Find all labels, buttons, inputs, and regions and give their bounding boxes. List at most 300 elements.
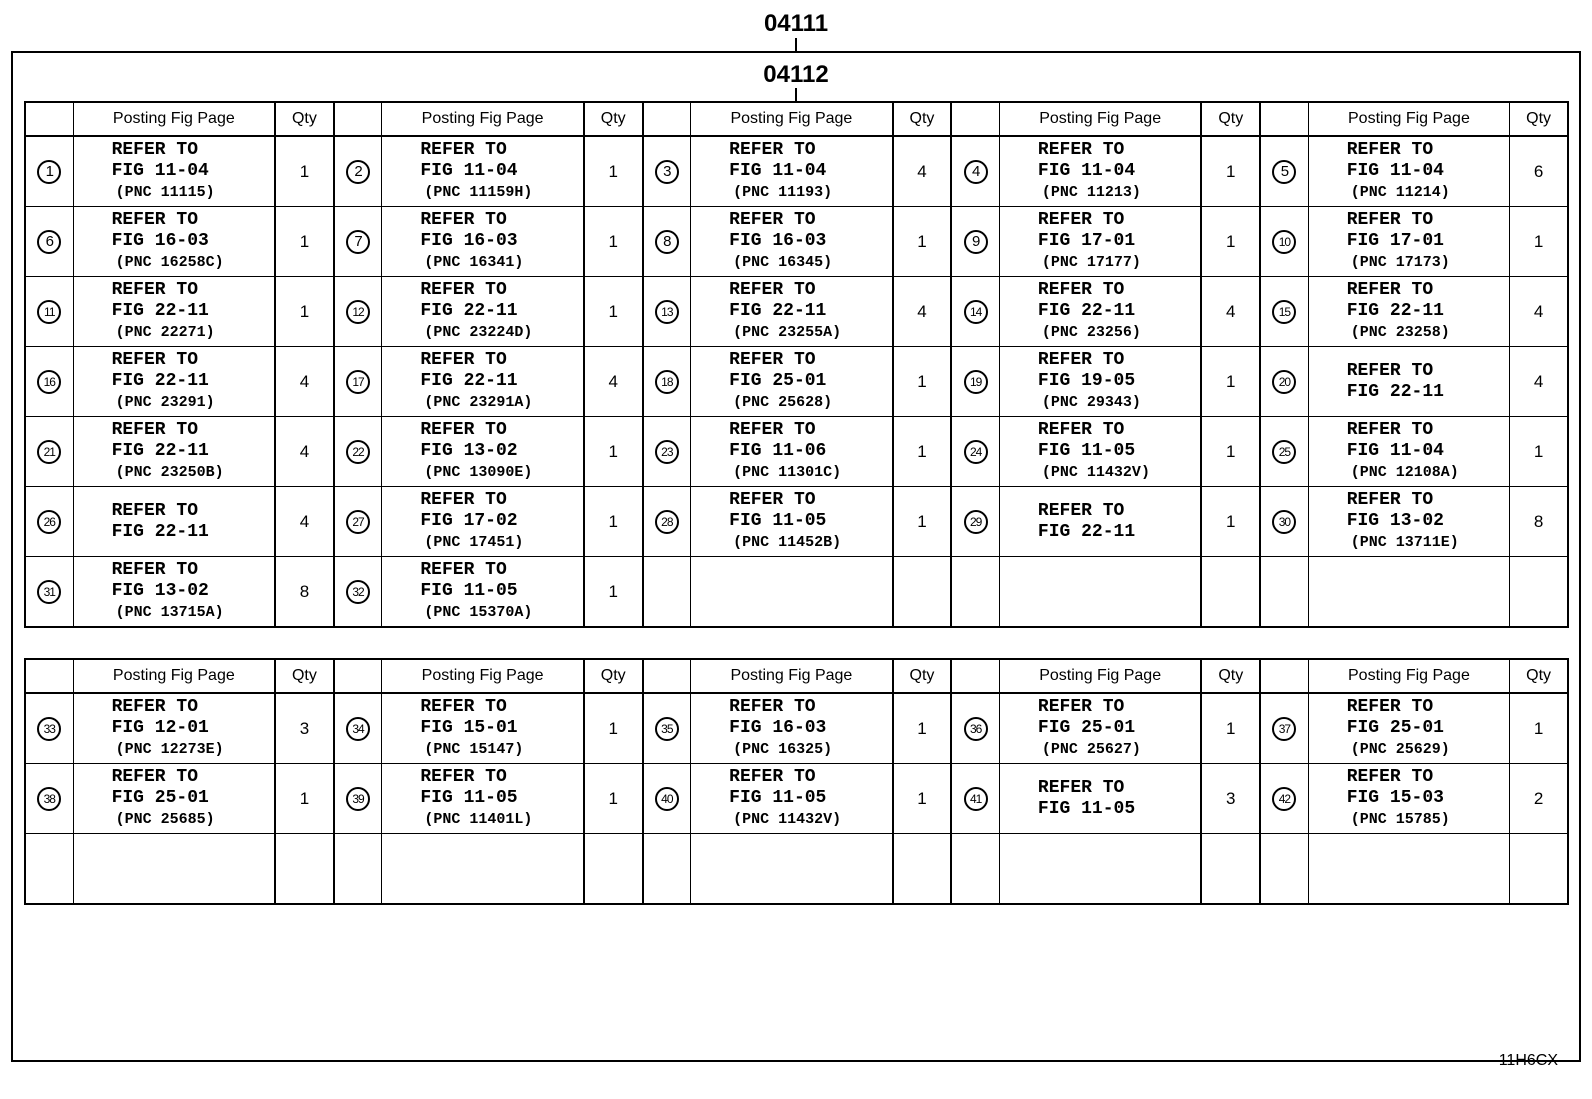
fig-page-ref: FIG 11-05 — [420, 581, 518, 601]
refer-to-label: REFER TO — [420, 697, 507, 717]
refer-to-block — [1309, 140, 1509, 203]
refer-to-label: REFER TO — [111, 350, 198, 370]
refer-to-block — [691, 490, 891, 553]
fig-page-ref: FIG 11-04 — [1346, 161, 1444, 181]
fig-page-ref: FIG 22-11 — [111, 371, 209, 391]
refer-to-block — [74, 560, 274, 623]
pnc-ref: (PNC 11432V) — [1041, 464, 1150, 481]
index-badge: 42 — [1272, 787, 1296, 811]
table-row — [25, 417, 1568, 487]
index-cell — [951, 136, 999, 207]
pnc-ref: (PNC 15147) — [424, 741, 524, 758]
index-badge: 24 — [964, 440, 988, 464]
header-posting-fig-page: Posting Fig Page — [1308, 659, 1509, 693]
fig-page-ref: FIG 25-01 — [1037, 718, 1136, 738]
fig-page-ref: FIG 16-03 — [420, 231, 518, 251]
index-badge: 41 — [964, 787, 988, 811]
pnc-ref: (PNC 23255A) — [733, 324, 842, 341]
qty-value: 1 — [1510, 693, 1568, 764]
index-badge: 36 — [964, 717, 988, 741]
index-cell — [1260, 693, 1308, 764]
qty-value: 1 — [893, 487, 952, 557]
refer-to-block — [1000, 501, 1200, 543]
pnc-ref: (PNC 11432V) — [733, 811, 842, 828]
index-cell — [643, 487, 691, 557]
qty-value: 1 — [893, 693, 952, 764]
posting-fig-cell — [382, 136, 584, 207]
posting-fig-cell — [691, 764, 893, 834]
qty-value: 1 — [1201, 417, 1260, 487]
pnc-ref: (PNC 11401L) — [424, 811, 533, 828]
refer-to-label: REFER TO — [1346, 140, 1434, 160]
posting-fig-cell — [691, 277, 893, 347]
qty-value: 4 — [893, 277, 952, 347]
index-badge: 31 — [37, 580, 61, 604]
qty-value: 1 — [584, 557, 643, 628]
index-cell — [25, 347, 73, 417]
posting-fig-cell — [73, 764, 275, 834]
fig-page-ref: FIG 22-11 — [1346, 301, 1444, 321]
index-cell — [25, 277, 73, 347]
posting-fig-cell — [1308, 557, 1509, 628]
index-cell — [25, 693, 73, 764]
posting-fig-cell — [1308, 834, 1509, 905]
qty-value: 1 — [1201, 487, 1260, 557]
refer-to-label: REFER TO — [111, 500, 198, 521]
posting-fig-cell — [691, 834, 893, 905]
pnc-ref: (PNC 11213) — [1041, 184, 1141, 201]
pnc-ref: (PNC 17451) — [424, 534, 524, 551]
fig-page-ref: FIG 25-01 — [111, 788, 209, 808]
refer-to-block — [1309, 420, 1509, 483]
fig-page-ref: FIG 22-11 — [1037, 521, 1136, 542]
header-posting-fig-page: Posting Fig Page — [73, 102, 275, 136]
header-number-cell — [951, 102, 999, 136]
index-badge: 5 — [1272, 160, 1296, 184]
refer-to-label: REFER TO — [1346, 697, 1434, 717]
qty-value: 1 — [275, 764, 334, 834]
refer-to-label: REFER TO — [1037, 500, 1125, 521]
refer-to-block — [382, 210, 582, 273]
table-row — [25, 693, 1568, 764]
qty-value: 4 — [584, 347, 643, 417]
posting-fig-cell — [999, 693, 1201, 764]
reference-table-main — [24, 101, 1569, 628]
index-cell — [25, 207, 73, 277]
qty-value: 1 — [1201, 347, 1260, 417]
table-row — [25, 207, 1568, 277]
index-cell — [334, 834, 382, 905]
table-header-row — [25, 102, 1568, 136]
qty-value: 1 — [275, 207, 334, 277]
refer-to-label: REFER TO — [1346, 767, 1434, 787]
qty-value: 1 — [584, 417, 643, 487]
posting-fig-cell — [691, 347, 893, 417]
refer-to-label: REFER TO — [1346, 280, 1434, 300]
pnc-ref: (PNC 11193) — [733, 184, 833, 201]
posting-fig-cell — [73, 207, 275, 277]
fig-page-ref: FIG 17-02 — [420, 511, 518, 531]
index-badge: 28 — [655, 510, 679, 534]
header-qty: Qty — [275, 102, 334, 136]
fig-page-ref: FIG 22-11 — [420, 371, 518, 391]
index-cell — [1260, 136, 1308, 207]
refer-to-label: REFER TO — [420, 560, 507, 580]
index-cell — [951, 417, 999, 487]
illustration-code: 11H6CX — [1498, 1052, 1558, 1069]
header-posting-fig-page: Posting Fig Page — [1308, 102, 1509, 136]
qty-value: 1 — [893, 347, 952, 417]
header-number-cell — [643, 102, 691, 136]
index-badge: 27 — [346, 510, 370, 534]
pnc-ref: (PNC 12273E) — [115, 741, 224, 758]
refer-to-block — [1000, 280, 1200, 343]
index-badge: 4 — [964, 160, 988, 184]
index-cell — [334, 693, 382, 764]
posting-fig-cell — [999, 277, 1201, 347]
fig-page-ref: FIG 13-02 — [1346, 511, 1444, 531]
refer-to-label: REFER TO — [111, 140, 198, 160]
pnc-ref: (PNC 15785) — [1350, 811, 1450, 828]
header-qty: Qty — [584, 102, 643, 136]
pnc-ref: (PNC 17173) — [1350, 254, 1450, 271]
header-posting-fig-page: Posting Fig Page — [382, 102, 584, 136]
qty-value: 2 — [1510, 764, 1568, 834]
refer-to-block — [1309, 361, 1509, 403]
refer-to-label: REFER TO — [420, 140, 507, 160]
index-cell — [643, 347, 691, 417]
refer-to-label: REFER TO — [420, 420, 507, 440]
qty-value: 6 — [1510, 136, 1568, 207]
pnc-ref: (PNC 16258C) — [115, 254, 224, 271]
fig-page-ref: FIG 11-05 — [1037, 441, 1136, 461]
posting-fig-cell — [999, 136, 1201, 207]
index-cell — [643, 136, 691, 207]
posting-fig-cell — [1308, 764, 1509, 834]
refer-to-block — [382, 280, 582, 343]
refer-to-label: REFER TO — [1037, 777, 1125, 798]
table-header-row — [25, 659, 1568, 693]
refer-to-label: REFER TO — [729, 420, 816, 440]
posting-fig-cell — [1308, 417, 1509, 487]
index-badge: 37 — [1272, 717, 1296, 741]
posting-fig-cell — [1308, 277, 1509, 347]
refer-to-label: REFER TO — [1346, 420, 1434, 440]
index-cell — [1260, 557, 1308, 628]
refer-to-label: REFER TO — [111, 210, 198, 230]
index-badge: 14 — [964, 300, 988, 324]
refer-to-label: REFER TO — [420, 350, 507, 370]
qty-value: 1 — [584, 277, 643, 347]
index-badge: 34 — [346, 717, 370, 741]
posting-fig-cell — [73, 557, 275, 628]
index-badge: 6 — [37, 230, 61, 254]
index-cell — [334, 347, 382, 417]
qty-value: 1 — [1201, 136, 1260, 207]
posting-fig-cell — [999, 417, 1201, 487]
pnc-ref: (PNC 12108A) — [1350, 464, 1459, 481]
index-cell — [25, 557, 73, 628]
refer-to-label: REFER TO — [729, 697, 816, 717]
refer-to-label: REFER TO — [729, 280, 816, 300]
index-badge: 12 — [346, 300, 370, 324]
header-qty: Qty — [1201, 102, 1260, 136]
refer-to-label: REFER TO — [111, 420, 198, 440]
refer-to-label: REFER TO — [1037, 210, 1125, 230]
refer-to-label: REFER TO — [111, 767, 198, 787]
refer-to-block — [1000, 697, 1200, 760]
index-badge: 18 — [655, 370, 679, 394]
fig-page-ref: FIG 22-11 — [111, 441, 209, 461]
refer-to-block — [691, 767, 891, 830]
header-number-cell — [334, 659, 382, 693]
refer-to-label: REFER TO — [1037, 697, 1125, 717]
index-cell — [334, 764, 382, 834]
posting-fig-cell — [73, 417, 275, 487]
fig-page-ref: FIG 13-02 — [111, 581, 209, 601]
refer-to-block — [74, 280, 274, 343]
refer-to-block — [74, 767, 274, 830]
posting-fig-cell — [382, 207, 584, 277]
qty-value: 1 — [584, 764, 643, 834]
fig-page-ref: FIG 16-03 — [729, 718, 827, 738]
index-cell — [643, 277, 691, 347]
fig-page-ref: FIG 16-03 — [729, 231, 827, 251]
qty-value: 3 — [1201, 764, 1260, 834]
header-qty: Qty — [584, 659, 643, 693]
refer-to-block — [691, 210, 891, 273]
index-badge: 9 — [964, 230, 988, 254]
refer-to-block — [1000, 210, 1200, 273]
qty-value: 1 — [275, 277, 334, 347]
header-number-cell — [951, 659, 999, 693]
header-number-cell — [1260, 659, 1308, 693]
index-cell — [334, 277, 382, 347]
header-number-cell — [334, 102, 382, 136]
refer-to-label: REFER TO — [420, 280, 507, 300]
header-posting-fig-page: Posting Fig Page — [999, 659, 1201, 693]
posting-fig-cell — [73, 834, 275, 905]
posting-fig-cell — [382, 557, 584, 628]
refer-to-block — [1309, 210, 1509, 273]
pnc-ref: (PNC 23291) — [115, 394, 215, 411]
refer-to-label: REFER TO — [420, 490, 507, 510]
index-cell — [1260, 487, 1308, 557]
refer-to-block — [382, 350, 582, 413]
index-cell — [334, 557, 382, 628]
pnc-ref: (PNC 16345) — [733, 254, 833, 271]
fig-page-ref: FIG 25-01 — [729, 371, 827, 391]
posting-fig-cell — [73, 277, 275, 347]
fig-page-ref: FIG 25-01 — [1346, 718, 1444, 738]
sub-code-label: 04112 — [763, 61, 829, 88]
posting-fig-cell — [999, 557, 1201, 628]
fig-page-ref: FIG 11-05 — [1037, 798, 1136, 819]
refer-to-label: REFER TO — [111, 560, 198, 580]
index-cell — [643, 834, 691, 905]
index-cell — [951, 277, 999, 347]
qty-value: 4 — [275, 347, 334, 417]
index-badge: 2 — [346, 160, 370, 184]
refer-to-block — [382, 140, 582, 203]
table-row — [25, 487, 1568, 557]
header-qty: Qty — [275, 659, 334, 693]
qty-cell — [275, 834, 334, 905]
pnc-ref: (PNC 23256) — [1041, 324, 1141, 341]
refer-to-block — [382, 697, 582, 760]
qty-cell — [1510, 557, 1568, 628]
refer-to-block — [74, 350, 274, 413]
posting-fig-cell — [382, 417, 584, 487]
header-qty: Qty — [1510, 102, 1568, 136]
fig-page-ref: FIG 15-01 — [420, 718, 518, 738]
posting-fig-cell — [999, 207, 1201, 277]
refer-to-label: REFER TO — [1037, 350, 1125, 370]
table-row — [25, 277, 1568, 347]
header-posting-fig-page: Posting Fig Page — [691, 659, 893, 693]
qty-value: 1 — [1510, 417, 1568, 487]
index-badge: 25 — [1272, 440, 1296, 464]
refer-to-label: REFER TO — [420, 767, 507, 787]
qty-value: 1 — [893, 417, 952, 487]
posting-fig-cell — [1308, 693, 1509, 764]
index-badge: 13 — [655, 300, 679, 324]
header-number-cell — [25, 102, 73, 136]
table-row — [25, 764, 1568, 834]
pnc-ref: (PNC 25629) — [1350, 741, 1450, 758]
refer-to-block — [382, 490, 582, 553]
header-number-cell — [25, 659, 73, 693]
pnc-ref: (PNC 15370A) — [424, 604, 533, 621]
fig-page-ref: FIG 22-11 — [1037, 301, 1136, 321]
sub-code-leader-line — [795, 88, 797, 102]
index-badge: 32 — [346, 580, 370, 604]
index-badge: 35 — [655, 717, 679, 741]
fig-page-ref: FIG 11-04 — [729, 161, 827, 181]
refer-to-block — [1309, 490, 1509, 553]
fig-page-ref: FIG 11-06 — [729, 441, 827, 461]
posting-fig-cell — [73, 347, 275, 417]
refer-to-label: REFER TO — [420, 210, 507, 230]
qty-value: 4 — [275, 417, 334, 487]
index-badge: 7 — [346, 230, 370, 254]
index-cell — [334, 207, 382, 277]
table-row — [25, 347, 1568, 417]
index-cell — [951, 347, 999, 417]
reference-table-secondary — [24, 658, 1569, 905]
qty-value: 1 — [1201, 207, 1260, 277]
index-badge: 39 — [346, 787, 370, 811]
header-posting-fig-page: Posting Fig Page — [999, 102, 1201, 136]
header-posting-fig-page: Posting Fig Page — [382, 659, 584, 693]
pnc-ref: (PNC 23250B) — [115, 464, 224, 481]
posting-fig-cell — [999, 347, 1201, 417]
pnc-ref: (PNC 25685) — [115, 811, 215, 828]
qty-value: 8 — [275, 557, 334, 628]
table-row — [25, 834, 1568, 905]
header-qty: Qty — [1510, 659, 1568, 693]
refer-to-label: REFER TO — [1037, 280, 1125, 300]
refer-to-label: REFER TO — [1037, 140, 1125, 160]
header-qty: Qty — [893, 659, 952, 693]
refer-to-block — [74, 210, 274, 273]
index-cell — [643, 764, 691, 834]
index-cell — [951, 764, 999, 834]
fig-page-ref: FIG 22-11 — [111, 301, 209, 321]
index-cell — [643, 207, 691, 277]
posting-fig-cell — [1308, 136, 1509, 207]
refer-to-label: REFER TO — [111, 280, 198, 300]
posting-fig-cell — [1308, 487, 1509, 557]
refer-to-label: REFER TO — [1346, 490, 1434, 510]
index-cell — [1260, 417, 1308, 487]
fig-page-ref: FIG 11-04 — [420, 161, 518, 181]
index-cell — [25, 417, 73, 487]
posting-fig-cell — [382, 277, 584, 347]
qty-value: 1 — [584, 136, 643, 207]
refer-to-block — [691, 420, 891, 483]
refer-to-block — [382, 420, 582, 483]
refer-to-block — [74, 140, 274, 203]
index-cell — [1260, 834, 1308, 905]
index-cell — [951, 487, 999, 557]
refer-to-block — [691, 697, 891, 760]
pnc-ref: (PNC 13711E) — [1350, 534, 1459, 551]
pnc-ref: (PNC 11301C) — [733, 464, 842, 481]
pnc-ref: (PNC 22271) — [115, 324, 215, 341]
refer-to-block — [382, 560, 582, 623]
refer-to-label: REFER TO — [1346, 360, 1434, 381]
fig-page-ref: FIG 19-05 — [1037, 371, 1136, 391]
fig-page-ref: FIG 11-05 — [420, 788, 518, 808]
parent-code-label: 04111 — [763, 10, 829, 37]
qty-value: 1 — [584, 487, 643, 557]
index-cell — [1260, 277, 1308, 347]
index-badge: 17 — [346, 370, 370, 394]
index-cell — [25, 764, 73, 834]
parent-code-leader-line — [795, 38, 797, 52]
fig-page-ref: FIG 11-04 — [1346, 441, 1444, 461]
pnc-ref: (PNC 11452B) — [733, 534, 842, 551]
index-badge: 20 — [1272, 370, 1296, 394]
index-badge: 11 — [37, 300, 61, 324]
fig-page-ref: FIG 12-01 — [111, 718, 209, 738]
index-cell — [334, 136, 382, 207]
posting-fig-cell — [382, 347, 584, 417]
refer-to-block — [1000, 350, 1200, 413]
posting-fig-cell — [73, 693, 275, 764]
refer-to-block — [74, 697, 274, 760]
fig-page-ref: FIG 22-11 — [420, 301, 518, 321]
pnc-ref: (PNC 11159H) — [424, 184, 533, 201]
qty-value: 3 — [275, 693, 334, 764]
index-badge: 33 — [37, 717, 61, 741]
refer-to-label: REFER TO — [729, 767, 816, 787]
index-cell — [25, 136, 73, 207]
posting-fig-cell — [382, 834, 584, 905]
posting-fig-cell — [691, 487, 893, 557]
fig-page-ref: FIG 22-11 — [1346, 381, 1444, 402]
refer-to-label: REFER TO — [729, 350, 816, 370]
index-badge: 19 — [964, 370, 988, 394]
qty-cell — [893, 557, 952, 628]
posting-fig-cell — [999, 834, 1201, 905]
index-cell — [643, 693, 691, 764]
posting-fig-cell — [691, 136, 893, 207]
table-row — [25, 136, 1568, 207]
refer-to-block — [74, 420, 274, 483]
index-badge: 10 — [1272, 230, 1296, 254]
